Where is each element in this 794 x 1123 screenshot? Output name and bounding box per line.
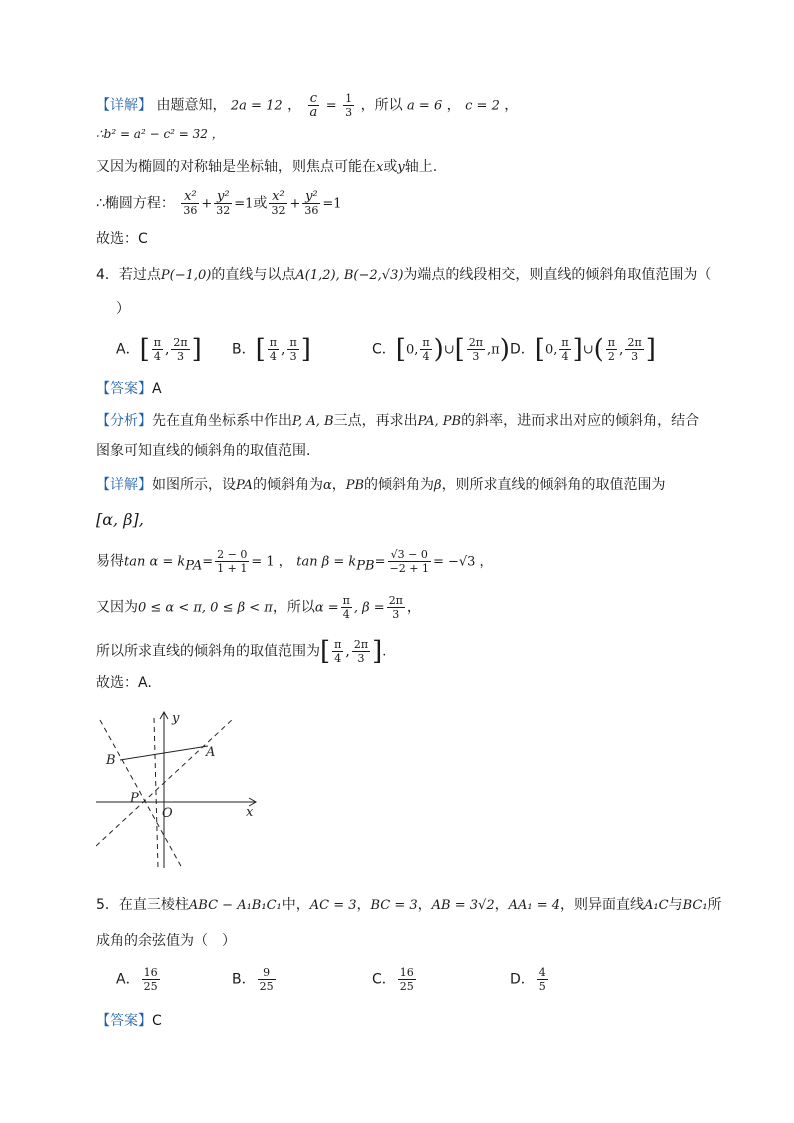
bracket: ) bbox=[433, 334, 444, 365]
frac bbox=[625, 336, 643, 363]
den: 3 bbox=[289, 350, 297, 363]
beta-eq: , β = bbox=[353, 600, 385, 616]
q5-answer bbox=[96, 1014, 644, 1028]
answer-value: C bbox=[152, 1013, 162, 1029]
union: ∪ bbox=[443, 342, 455, 358]
ab: AB = 3√2 bbox=[431, 898, 495, 913]
detail-text: 由题意知， bbox=[156, 97, 227, 114]
bracket: ] bbox=[191, 334, 202, 365]
eq-c: c = 2 bbox=[465, 98, 500, 114]
den: 36 bbox=[183, 204, 198, 217]
den: 32 bbox=[271, 204, 286, 217]
label: C． bbox=[372, 971, 396, 988]
comma: ， bbox=[406, 599, 421, 616]
text: 或 bbox=[383, 159, 398, 175]
label-y: y bbox=[172, 711, 180, 726]
frac bbox=[142, 966, 160, 993]
equals-one: =1 bbox=[234, 196, 254, 212]
text: 又因为 bbox=[96, 599, 138, 616]
bracket: ] bbox=[645, 334, 656, 365]
q3-axis-line bbox=[96, 160, 644, 174]
vertical-dashed bbox=[154, 718, 158, 868]
q4-option-b: B．[ $\frac{\pi}{4}$ , $\frac{\pi}{3}$ ] bbox=[232, 334, 311, 365]
den: 4 bbox=[422, 350, 430, 363]
label-a: A bbox=[206, 745, 216, 760]
bracket: [ bbox=[534, 334, 545, 365]
label: D． bbox=[510, 341, 535, 358]
frac bbox=[269, 190, 287, 217]
bracket: [ bbox=[255, 334, 266, 365]
frac bbox=[214, 190, 232, 217]
den: 36 bbox=[304, 204, 319, 217]
num: √3 − 0 bbox=[388, 548, 431, 562]
bracket: [ bbox=[395, 334, 406, 365]
q4-answer bbox=[96, 382, 644, 396]
point-p: P(−1,0) bbox=[160, 268, 212, 283]
q3-ellipse-eq bbox=[96, 190, 644, 217]
analysis-tag: 【分析】 bbox=[96, 413, 152, 429]
q3-choice: 故选：C bbox=[96, 231, 148, 247]
label-o: O bbox=[162, 806, 173, 821]
sub: PA bbox=[185, 558, 203, 574]
range: 0 ≤ α < π, 0 ≤ β < π bbox=[138, 600, 273, 616]
num: 2π bbox=[627, 336, 642, 349]
label: B． bbox=[232, 971, 256, 988]
den: 3 bbox=[357, 652, 365, 665]
frac-c-over-a bbox=[308, 92, 320, 119]
comma: ， bbox=[504, 97, 519, 114]
union: ∪ bbox=[582, 342, 594, 358]
q3-b-squared: ∴b² = a² − c² = 32 ， bbox=[96, 127, 224, 141]
equals-one: =1 bbox=[322, 196, 342, 212]
num: π bbox=[422, 336, 430, 349]
bracket: ] bbox=[300, 334, 311, 365]
q5-option-b bbox=[232, 966, 278, 993]
q5-option-a bbox=[116, 966, 162, 993]
num: 16 bbox=[143, 966, 158, 979]
text: 易得 bbox=[96, 553, 124, 570]
text: 的倾斜角为 bbox=[252, 477, 323, 493]
points: P, A, B bbox=[292, 414, 334, 429]
dot: . bbox=[382, 644, 387, 660]
plus: + bbox=[201, 196, 213, 212]
q5-stem-line2: 成角的余弦值为（ ） bbox=[96, 933, 236, 949]
var-x: x bbox=[376, 160, 384, 175]
bracket: [ bbox=[139, 334, 150, 365]
den: 4 bbox=[342, 608, 350, 621]
a1c: A₁C bbox=[644, 898, 669, 913]
label: D． bbox=[510, 971, 535, 988]
zero: 0, bbox=[544, 342, 558, 358]
frac bbox=[467, 336, 485, 363]
frac bbox=[152, 336, 163, 363]
bracket: ) bbox=[499, 334, 510, 365]
text: 三点，再求出 bbox=[333, 413, 418, 429]
frac bbox=[559, 336, 570, 363]
tan-beta: tan β = k bbox=[296, 554, 357, 570]
den: 3 bbox=[345, 106, 353, 119]
den: −2 + 1 bbox=[389, 562, 429, 575]
equals: = bbox=[325, 98, 337, 114]
frac-one-third bbox=[343, 92, 354, 119]
den: 32 bbox=[216, 204, 231, 217]
q4-final-range: 所以所求直线的倾斜角的取值范围为[ $\frac{\pi}{4}$ , $\frac{2\pi}{3}$ ]. bbox=[96, 636, 387, 667]
frac bbox=[332, 638, 343, 665]
frac bbox=[341, 594, 352, 621]
text: 轴上. bbox=[404, 159, 438, 175]
label: A． bbox=[116, 341, 140, 358]
bracket: ( bbox=[593, 334, 604, 365]
beta: β bbox=[434, 478, 442, 493]
comma: ， bbox=[417, 897, 432, 913]
num: 16 bbox=[399, 966, 414, 979]
pi: ,π bbox=[487, 342, 500, 358]
frac bbox=[181, 190, 199, 217]
text: 所 bbox=[707, 897, 722, 913]
answer-tag: 【答案】 bbox=[96, 381, 152, 397]
frac bbox=[398, 966, 416, 993]
equals: = bbox=[374, 554, 386, 570]
frac bbox=[287, 336, 298, 363]
num: π bbox=[269, 336, 277, 349]
label-p: P bbox=[130, 791, 139, 806]
label: C． bbox=[372, 341, 396, 358]
frac bbox=[171, 336, 189, 363]
frac bbox=[388, 548, 431, 575]
num: π bbox=[334, 638, 342, 651]
bc1: BC₁ bbox=[682, 898, 708, 913]
num: 1 bbox=[345, 92, 353, 105]
coordinate-graph bbox=[96, 708, 266, 874]
q4-range-line bbox=[96, 594, 644, 621]
text: 的直线与以点 bbox=[211, 267, 296, 283]
bracket: [ bbox=[454, 334, 465, 365]
den: 4 bbox=[334, 652, 342, 665]
den: 3 bbox=[392, 608, 400, 621]
text: 所以所求直线的倾斜角的取值范围为 bbox=[96, 643, 320, 660]
text: 的倾斜角为 bbox=[364, 477, 435, 493]
num: π bbox=[289, 336, 297, 349]
q4-stem bbox=[96, 267, 712, 283]
q5-stem bbox=[96, 897, 722, 913]
q4-interval: [α, β], bbox=[96, 510, 144, 529]
slopes: PA, PB bbox=[417, 414, 462, 429]
num: 2 − 0 bbox=[217, 548, 248, 561]
text: 的斜率，进而求出对应的倾斜角，结合 bbox=[461, 413, 700, 429]
text: 又因为椭圆的对称轴是坐标轴，则焦点可能在 bbox=[96, 159, 376, 175]
den: 3 bbox=[472, 350, 480, 363]
eq-a: a = 6 bbox=[407, 98, 443, 114]
den: 3 bbox=[631, 350, 639, 363]
text: ，则异面直线 bbox=[560, 897, 645, 913]
den: 1 + 1 bbox=[217, 562, 248, 575]
den: 4 bbox=[269, 350, 277, 363]
equals: = bbox=[202, 554, 214, 570]
text: 先在直角坐标系中作出 bbox=[152, 413, 292, 429]
q4-option-a: A．[ $\frac{\pi}{4}$ , $\frac{2\pi}{3}$ ] bbox=[116, 334, 202, 365]
text: ∴椭圆方程： bbox=[96, 195, 175, 212]
den: 25 bbox=[399, 980, 414, 993]
text: ，则所求直线的倾斜角的取值范围为 bbox=[441, 477, 666, 493]
den: a bbox=[309, 105, 318, 120]
points-ab: A(1,2), B(−2,√3) bbox=[295, 268, 404, 283]
num: π bbox=[153, 336, 161, 349]
frac bbox=[606, 336, 617, 363]
label-b: B bbox=[106, 753, 116, 768]
answer-value: A bbox=[152, 381, 162, 397]
line-pa-dashed bbox=[96, 718, 234, 846]
den: 4 bbox=[561, 350, 569, 363]
text: 与 bbox=[668, 897, 683, 913]
result: = −√3 ， bbox=[432, 554, 493, 570]
bc: BC = 3 bbox=[370, 898, 418, 913]
frac bbox=[215, 548, 249, 575]
num: π bbox=[607, 336, 616, 349]
answer-tag: 【答案】 bbox=[96, 1013, 152, 1029]
text: ，所以 bbox=[272, 599, 315, 616]
num: π bbox=[561, 336, 569, 349]
bracket: ] bbox=[572, 334, 583, 365]
num: x² bbox=[181, 190, 199, 204]
q4-tan-line bbox=[96, 548, 644, 575]
text: 如图所示，设 bbox=[152, 477, 236, 493]
num: 9 bbox=[258, 966, 276, 980]
text: 为端点的线段相交，则直线的倾斜角取值范围为（ bbox=[403, 267, 712, 283]
plus: + bbox=[289, 196, 301, 212]
den: 3 bbox=[177, 350, 185, 363]
den: 25 bbox=[143, 980, 158, 993]
alpha: α bbox=[322, 478, 332, 493]
tan-alpha: tan α = k bbox=[124, 554, 186, 570]
label: B． bbox=[232, 341, 256, 358]
q4-detail bbox=[96, 477, 666, 493]
comma: ， bbox=[446, 97, 461, 114]
frac bbox=[268, 336, 279, 363]
q4-option-c bbox=[372, 336, 510, 363]
var-y: y bbox=[397, 160, 405, 175]
num: c bbox=[308, 92, 320, 106]
q4-analysis-line2: 图象可知直线的倾斜角的取值范围. bbox=[96, 443, 311, 459]
prism: ABC − A₁B₁C₁ bbox=[188, 898, 282, 913]
zero: 0, bbox=[405, 342, 419, 358]
num: 2π bbox=[388, 594, 403, 607]
eq-2a: 2a = 12 bbox=[230, 98, 283, 114]
ac: AC = 3 bbox=[309, 898, 357, 913]
result: = 1 ， bbox=[251, 554, 292, 570]
so-text: ，所以 bbox=[360, 97, 403, 114]
den: 25 bbox=[259, 980, 274, 993]
frac bbox=[420, 336, 431, 363]
pa: PA bbox=[236, 478, 253, 493]
frac bbox=[302, 190, 320, 217]
frac bbox=[387, 594, 405, 621]
sub: PB bbox=[356, 558, 375, 574]
text: ， bbox=[331, 477, 346, 493]
text: 4．若过点 bbox=[96, 267, 161, 283]
frac bbox=[258, 966, 276, 993]
q4-option-d: D．[0, $\frac{\pi}{4}$ ]∪( $\frac{\pi}{2}$ , $\frac{2\pi}{3}$ ] bbox=[510, 334, 656, 365]
bracket: ] bbox=[372, 636, 383, 667]
line-pb-dashed bbox=[100, 720, 182, 868]
bracket: [ bbox=[320, 636, 331, 667]
num: 2π bbox=[353, 638, 369, 651]
label-x: x bbox=[246, 805, 254, 820]
comma: ， bbox=[494, 897, 509, 913]
aa1: AA₁ = 4 bbox=[508, 898, 561, 913]
frac bbox=[537, 966, 548, 993]
num: 4 bbox=[538, 966, 546, 979]
label: A． bbox=[116, 971, 140, 988]
num: y² bbox=[214, 190, 232, 204]
q5-option-d bbox=[510, 966, 550, 993]
q3-detail-line bbox=[96, 92, 644, 119]
num: 2π bbox=[173, 336, 188, 349]
den: 2 bbox=[607, 350, 615, 363]
q4-choice: 故选：A. bbox=[96, 675, 152, 691]
comma: ， bbox=[287, 97, 302, 114]
frac bbox=[352, 638, 370, 665]
q5-option-c bbox=[372, 966, 418, 993]
pb: PB bbox=[345, 478, 365, 493]
q4-analysis bbox=[96, 413, 700, 429]
q4-stem-close: ） bbox=[116, 301, 130, 317]
num: x² bbox=[269, 190, 287, 204]
detail-tag: 【详解】 bbox=[96, 477, 152, 493]
detail-tag: 【详解】 bbox=[96, 97, 152, 114]
text: 5．在直三棱柱 bbox=[96, 897, 189, 913]
den: 4 bbox=[153, 350, 161, 363]
or-text: 或 bbox=[253, 195, 268, 212]
num: π bbox=[342, 594, 350, 607]
den: 5 bbox=[538, 980, 546, 993]
comma: ， bbox=[356, 897, 371, 913]
text: 中， bbox=[281, 897, 310, 913]
num: y² bbox=[302, 190, 320, 204]
alpha-eq: α = bbox=[314, 600, 339, 616]
num: 2π bbox=[468, 336, 484, 349]
